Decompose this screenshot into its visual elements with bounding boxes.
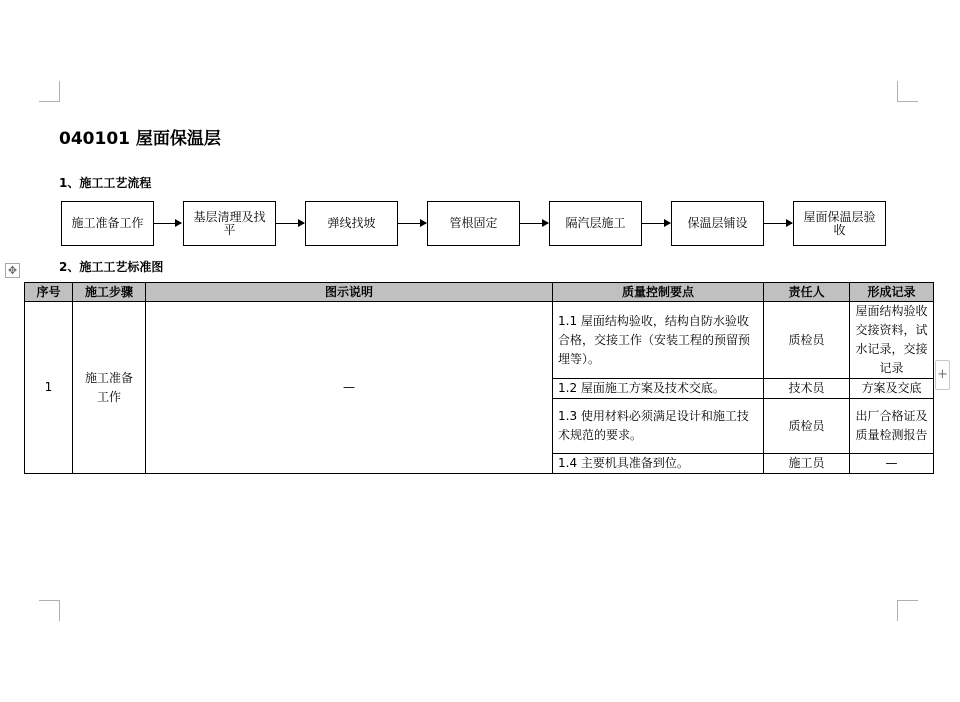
header-seq: 序号 — [25, 283, 73, 302]
section-heading-standard-diagram: 2、施工工艺标准图 — [59, 260, 164, 274]
flow-arrow — [398, 223, 426, 224]
header-record: 形成记录 — [850, 283, 934, 302]
cell-illustration: — — [146, 302, 553, 474]
flow-step-3: 弹线找坡 — [305, 201, 398, 246]
crop-mark-top-left — [39, 81, 60, 102]
cell-record: 方案及交底 — [850, 379, 934, 399]
cell-seq: 1 — [25, 302, 73, 474]
cell-record: 出厂合格证及质量检测报告 — [850, 399, 934, 454]
cell-responsible: 施工员 — [764, 454, 850, 474]
flow-step-1: 施工准备工作 — [61, 201, 154, 246]
add-row-button[interactable] — [935, 360, 950, 390]
table-move-handle[interactable] — [5, 263, 20, 278]
crop-mark-bottom-left — [39, 600, 60, 621]
cell-responsible: 质检员 — [764, 302, 850, 379]
cell-quality-point: 1.4 主要机具准备到位。 — [553, 454, 764, 474]
process-flowchart — [61, 201, 891, 249]
flow-arrow — [276, 223, 304, 224]
standard-table — [24, 282, 934, 474]
plus-icon: + — [937, 367, 948, 382]
move-icon: ✥ — [7, 264, 18, 277]
cell-responsible: 质检员 — [764, 399, 850, 454]
header-illustration: 图示说明 — [146, 283, 553, 302]
cell-record: 屋面结构验收交接资料，试水记录，交接记录 — [850, 302, 934, 379]
flow-arrow — [764, 223, 792, 224]
flow-arrow — [154, 223, 181, 224]
flow-step-7: 屋面保温层验收 — [793, 201, 886, 246]
flow-step-6: 保温层铺设 — [671, 201, 764, 246]
cell-step: 施工准备工作 — [73, 302, 146, 474]
flow-step-2: 基层清理及找平 — [183, 201, 276, 246]
crop-mark-bottom-right — [897, 600, 918, 621]
header-quality-points: 质量控制要点 — [553, 283, 764, 302]
header-step: 施工步骤 — [73, 283, 146, 302]
table-header-row — [25, 283, 934, 302]
cell-quality-point: 1.3 使用材料必须满足设计和施工技术规范的要求。 — [553, 399, 764, 454]
flow-arrow — [520, 223, 548, 224]
page-title: 040101 屋面保温层 — [59, 129, 221, 149]
section-heading-process-flow: 1、施工工艺流程 — [59, 176, 152, 190]
flow-step-4: 管根固定 — [427, 201, 520, 246]
header-responsible: 责任人 — [764, 283, 850, 302]
table-row — [25, 302, 934, 379]
cell-quality-point: 1.1 屋面结构验收，结构自防水验收合格，交接工作（安装工程的预留预埋等）。 — [553, 302, 764, 379]
cell-record: — — [850, 454, 934, 474]
crop-mark-top-right — [897, 81, 918, 102]
cell-quality-point: 1.2 屋面施工方案及技术交底。 — [553, 379, 764, 399]
cell-responsible: 技术员 — [764, 379, 850, 399]
flow-step-5: 隔汽层施工 — [549, 201, 642, 246]
flow-arrow — [642, 223, 670, 224]
